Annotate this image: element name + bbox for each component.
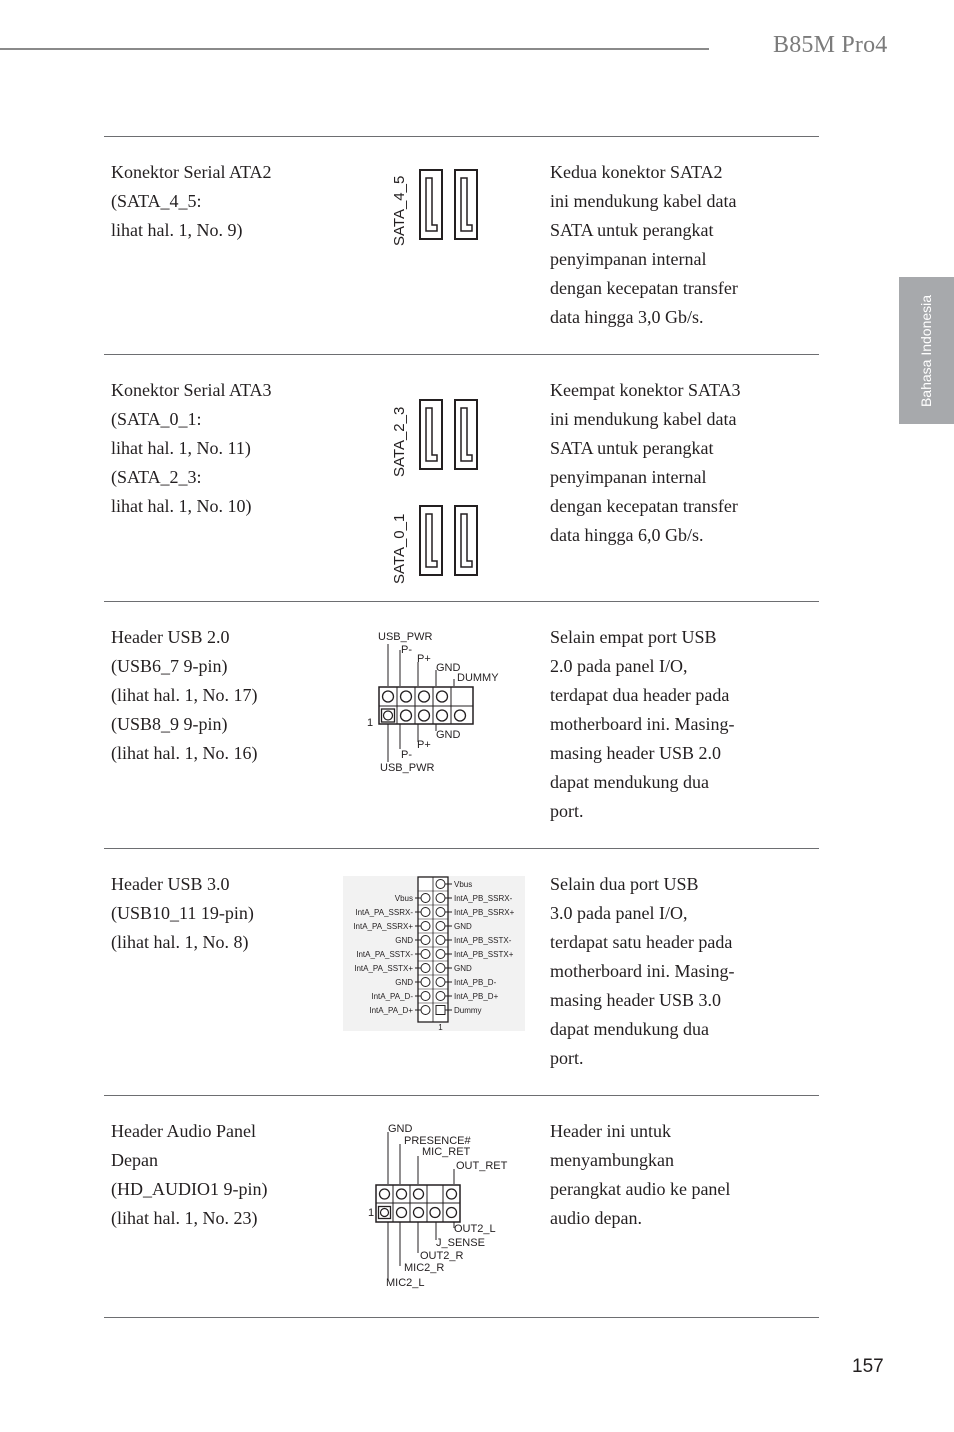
language-label: Bahasa Indonesia [918, 294, 935, 407]
pin-label: USB_PWR [380, 762, 435, 774]
section-divider [104, 1317, 819, 1318]
pin-label: GND [436, 729, 461, 741]
sata2-connector-diagram [384, 162, 484, 257]
pin-label: Dummy [454, 1006, 482, 1015]
pin-label: MIC_RET [422, 1146, 471, 1158]
pin-label: IntA_PA_SSTX- [356, 950, 413, 959]
sata-label: SATA_4_5 [391, 175, 408, 246]
sata3-description: Keempat konektor SATA3 ini mendukung kabel data SATA untuk perangkat penyimpanan internal dengan kecepatan transfer data hingga 6,0 Gb/s. [550, 380, 741, 545]
pin-label: Vbus [454, 880, 473, 889]
pin-label: GND [395, 978, 413, 987]
usb3-header-pinout [343, 876, 525, 1039]
pin-label: PRESENCE# [404, 1135, 471, 1147]
pin-label: IntA_PB_SSRX- [454, 894, 513, 903]
pin-label: IntA_PB_SSTX- [454, 936, 512, 945]
usb2-description: Selain empat port USB 2.0 pada panel I/O, terdapat dua header pada motherboard ini. Masing- masing header USB 2.0 dapat mendukung dua port. [550, 627, 735, 821]
pin-label: P+ [417, 653, 431, 665]
sata-label: SATA_0_1 [391, 513, 408, 584]
pin-label: P+ [417, 739, 431, 751]
pin-one-marker: 1 [368, 1207, 375, 1219]
pin-label: GND [436, 662, 461, 674]
pin-one-marker: 1 [438, 1023, 443, 1032]
audio-title: Header Audio Panel Depan (HD_AUDIO1 9-pin) (lihat hal. 1, No. 23) [111, 1121, 268, 1228]
pin-label: OUT2_L [454, 1223, 496, 1235]
sata-port [420, 400, 442, 469]
pin-label: IntA_PA_SSRX- [355, 908, 413, 917]
pin-label: IntA_PB_SSTX+ [454, 950, 514, 959]
section-divider [104, 601, 819, 602]
pin-label: IntA_PA_SSRX+ [353, 922, 413, 931]
page-number: 157 [852, 1356, 884, 1377]
pin-label: OUT_RET [456, 1160, 508, 1172]
pin-label: IntA_PB_D+ [454, 992, 499, 1001]
pin-label: GND [395, 936, 413, 945]
section-divider [104, 848, 819, 849]
pin-label: IntA_PB_SSRX+ [454, 908, 515, 917]
sata-label: SATA_2_3 [391, 406, 408, 477]
audio-description: Header ini untuk menyambungkan perangkat audio ke panel audio depan. [550, 1121, 731, 1228]
pin-label: GND [454, 964, 472, 973]
language-side-tab [899, 277, 954, 424]
pin-label: J_SENSE [436, 1237, 485, 1249]
pin-label: MIC2_L [386, 1277, 425, 1289]
hd-audio-header-pinout [364, 1118, 514, 1297]
usb2-title: Header USB 2.0 (USB6_7 9-pin) (lihat hal. 1, No. 17) (USB8_9 9-pin) (lihat hal. 1, No. 16) [111, 627, 258, 763]
sata-port [455, 170, 477, 239]
header-rule [0, 48, 709, 50]
pin-label: Vbus [394, 894, 413, 903]
pin-label: USB_PWR [378, 631, 433, 643]
usb3-title: Header USB 3.0 (USB10_11 19-pin) (lihat hal. 1, No. 8) [111, 874, 254, 952]
pin-label: OUT2_R [420, 1250, 464, 1262]
pin-label: GND [388, 1123, 413, 1135]
sata3-title: Konektor Serial ATA3 (SATA_0_1: lihat hal. 1, No. 11) (SATA_2_3: lihat hal. 1, No. 10) [111, 380, 272, 516]
sata2-description: Kedua konektor SATA2 ini mendukung kabel data SATA untuk perangkat penyimpanan internal dengan kecepatan transfer data hingga 3,0 Gb/s. [550, 162, 738, 327]
sata-port [420, 170, 442, 239]
pin-label: IntA_PA_D+ [369, 1006, 413, 1015]
pin-label: P- [401, 644, 412, 656]
sata3-connector-diagram [384, 393, 484, 594]
pin-label: GND [454, 922, 472, 931]
usb2-header-pinout [364, 626, 514, 781]
sata-port [455, 506, 477, 575]
sata2-title: Konektor Serial ATA2 (SATA_4_5: lihat hal. 1, No. 9) [111, 162, 272, 240]
model-title: B85M Pro4 [773, 32, 888, 58]
sata-port [455, 400, 477, 469]
usb3-description: Selain dua port USB 3.0 pada panel I/O, terdapat satu header pada motherboard ini. Masing- masing header USB 3.0 dapat mendukung dua port. [550, 874, 735, 1068]
pin-label: IntA_PA_SSTX+ [354, 964, 413, 973]
section-divider [104, 1095, 819, 1096]
pin-label: DUMMY [457, 672, 499, 684]
pin-label: MIC2_R [404, 1262, 445, 1274]
sata-port [420, 506, 442, 575]
section-divider [104, 354, 819, 355]
pin-one-marker: 1 [367, 717, 374, 729]
pin-label: IntA_PA_D- [371, 992, 413, 1001]
section-divider [104, 136, 819, 137]
pin-label: IntA_PB_D- [454, 978, 497, 987]
pin-label: P- [401, 749, 412, 761]
